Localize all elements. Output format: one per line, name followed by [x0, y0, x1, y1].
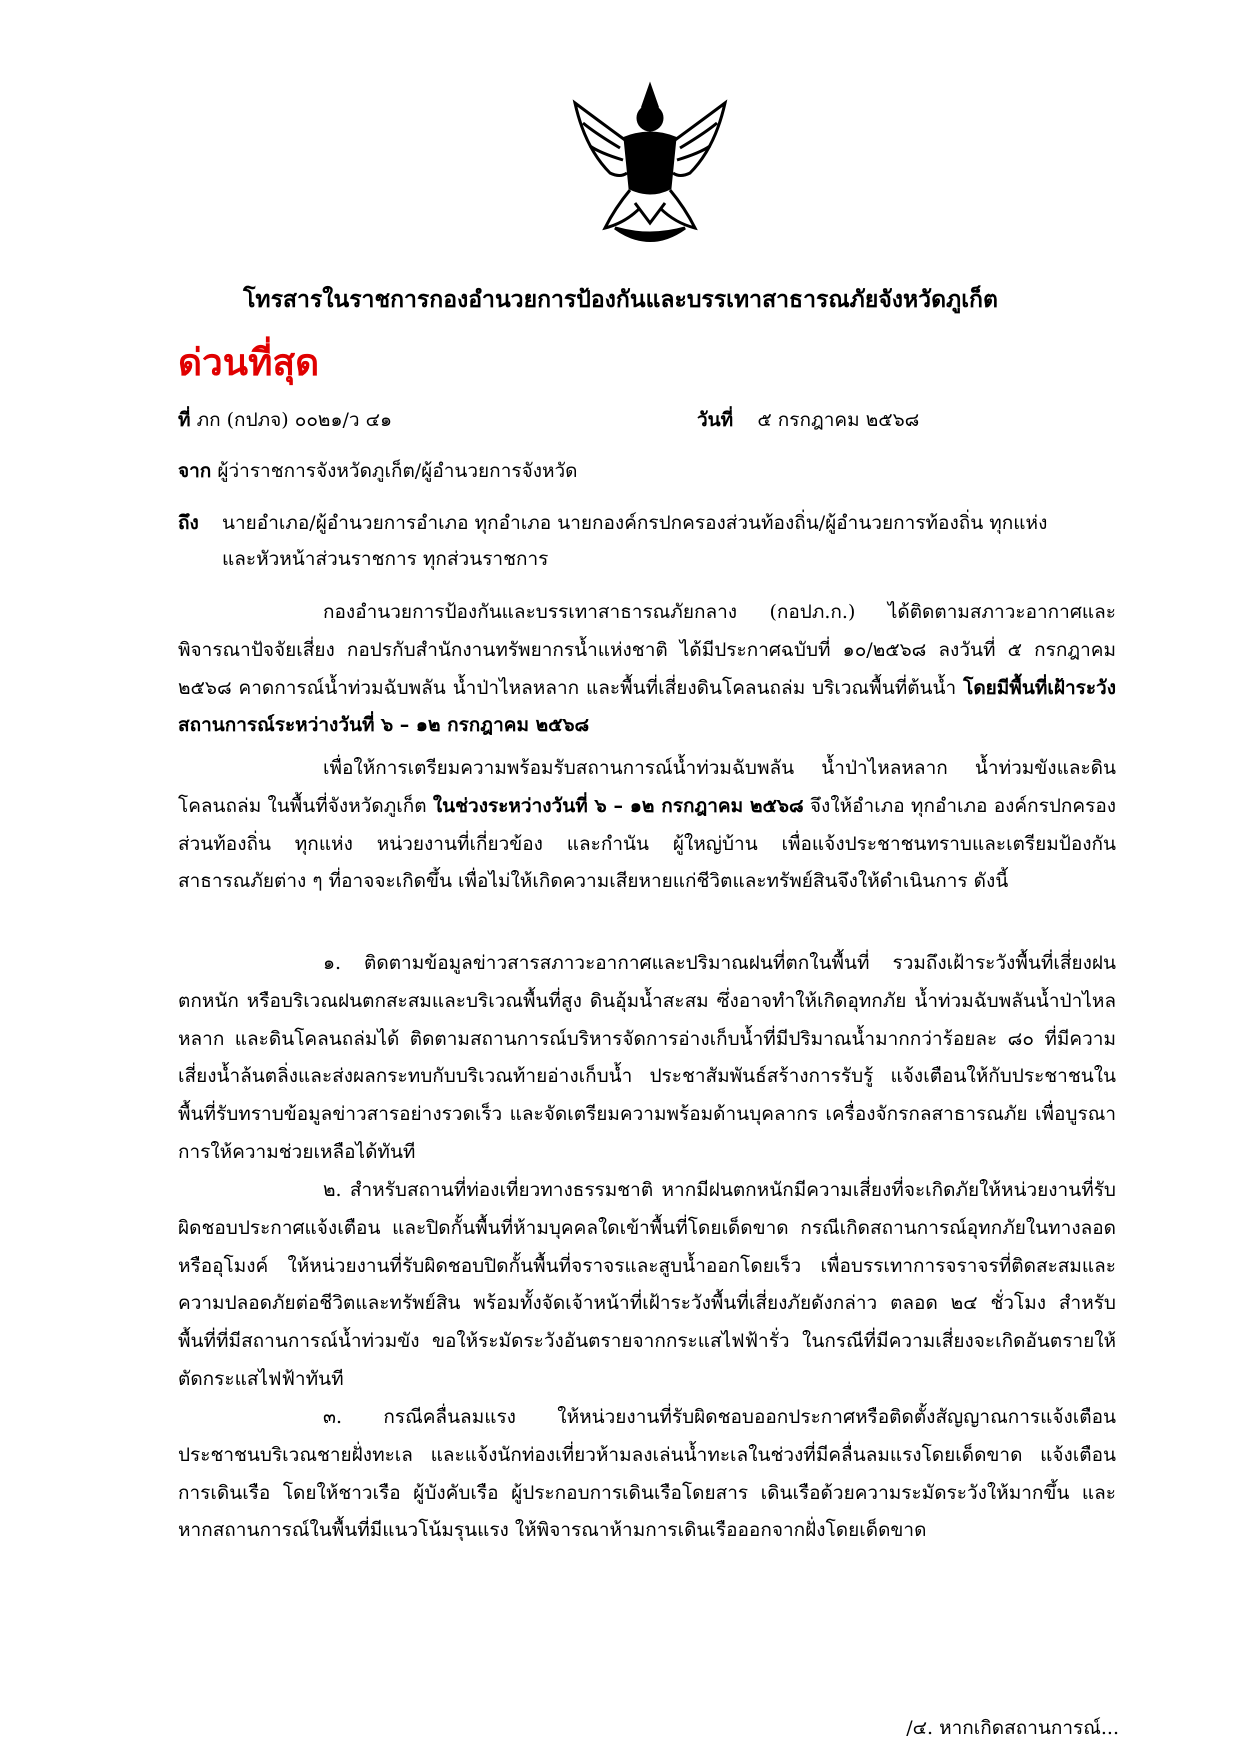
date-line — [697, 405, 919, 435]
date-value: ๕ กรกฎาคม ๒๕๖๘ — [757, 409, 920, 431]
to-line-1: นายอำเภอ/ผู้อำนวยการอำเภอ ทุกอำเภอ นายกองค์กรปกครองส่วนท้องถิ่น/ผู้อำนวยการท้องถิ่น ทุกแห่ง — [222, 512, 1048, 534]
from-label: จาก — [178, 460, 212, 482]
continuation-note: /๔. หากเกิดสถานการณ์... — [906, 1717, 1119, 1739]
to-line-2: และหัวหน้าส่วนราชการ ทุกส่วนราชการ — [222, 548, 549, 570]
item-1: ๑. ติดตามข้อมูลข่าวสารสภาวะอากาศและปริมาณฝนที่ตกในพื้นที่ รวมถึงเฝ้าระวังพื้นที่เสี่ยงฝนตกหนัก หรือบริเวณฝนตกสะสมและบริเวณพื้นที่สูง ดินอุ้มน้ำสะสม ซึ่งอาจทำให้เกิดอุทกภัย น้ำท่วมฉับพลันน้ำป่าไหลหลาก และดินโคลนถล่มได้ ติดตามสถานการณ์บริหารจัดการอ่างเก็บน้ำที่มีปริมาณน้ำมากกว่าร้อยละ ๘๐ ที่มีความเสี่ยงน้ำล้นตลิ่งและส่งผลกระทบกับบริเวณท้ายอ่างเก็บน้ำ ประชาสัมพันธ์สร้างการรับรู้ แจ้งเตือนให้กับประชาชนในพื้นที่รับทราบข้อมูลข่าวสารอย่างรวดเร็ว และจัดเตรียมความพร้อมด้านบุคลากร เครื่องจักรกลสาธารณภัย เพื่อบูรณาการให้ความช่วยเหลือได้ทันที — [178, 952, 1116, 1163]
item-2: ๒. สำหรับสถานที่ท่องเที่ยวทางธรรมชาติ หากมีฝนตกหนักมีความเสี่ยงที่จะเกิดภัยให้หน่วยงานที่รับผิดชอบประกาศแจ้งเตือน และปิดกั้นพื้นที่ห้ามบุคคลใดเข้าพื้นที่โดยเด็ดขาด กรณีเกิดสถานการณ์อุทกภัยในทางลอดหรืออุโมงค์ ให้หน่วยงานที่รับผิดชอบปิดกั้นพื้นที่จราจรและสูบน้ำออกโดยเร็ว เพื่อบรรเทาการจราจรที่ติดสะสมและความปลอดภัยต่อชีวิตและทรัพย์สิน พร้อมทั้งจัดเจ้าหน้าที่เฝ้าระวังพื้นที่เสี่ยงภัยดังกล่าว ตลอด ๒๔ ชั่วโมง สำหรับพื้นที่ที่มีสถานการณ์น้ำท่วมขัง ขอให้ระมัดระวังอันตรายจากกระแสไฟฟ้ารั่ว ในกรณีที่มีความเสี่ยงจะเกิดอันตรายให้ตัดกระแสไฟฟ้าทันที — [178, 1179, 1116, 1390]
paragraph-2: เพื่อให้การเตรียมความพร้อมรับสถานการณ์น้ำท่วมฉับพลัน น้ำป่าไหลหลาก น้ำท่วมขังและดินโคลนถล่ม ในพื้นที่จังหวัดภูเก็ต ในช่วงระหว่างวันที่ ๖ – ๑๒ กรกฎาคม ๒๕๖๘ จึงให้อำเภอ ทุกอำเภอ องค์กรปกครองส่วนท้องถิ่น ทุกแห่ง หน่วยงานที่เกี่ยวข้อง และกำนัน ผู้ใหญ่บ้าน เพื่อแจ้งประชาชนทราบและเตรียมป้องกันสาธารณภัยต่าง ๆ ที่อาจจะเกิดขึ้น เพื่อไม่ให้เกิดความเสียหายแก่ชีวิตและทรัพย์สินจึงให้ดำเนินการ ดังนี้ — [178, 757, 1117, 893]
from-value: ผู้ว่าราชการจังหวัดภูเก็ต/ผู้อำนวยการจังหวัด — [217, 460, 578, 482]
from-line — [178, 456, 578, 486]
to-label: ถึง — [178, 512, 199, 534]
garuda-emblem — [565, 78, 735, 253]
ref-label: ที่ — [178, 409, 191, 431]
ref-number: ภก (กปภจ) ๐๐๒๑/ว ๔๑ — [196, 409, 393, 431]
memo-title: โทรสารในราชการกองอำนวยการป้องกันและบรรเทาสาธารณภัยจังหวัดภูเก็ต — [243, 287, 998, 313]
urgency-label: ด่วนที่สุด — [178, 341, 320, 384]
paragraph-1: กองอำนวยการป้องกันและบรรเทาสาธารณภัยกลาง (กอปภ.ก.) ได้ติดตามสภาวะอากาศและพิจารณาปัจจัยเสี่ยง กอปรกับสำนักงานทรัพยากรน้ำแห่งชาติ ได้มีประกาศฉบับที่ ๑๐/๒๕๖๘ ลงวันที่ ๕ กรกฎาคม ๒๕๖๘ คาดการณ์น้ำท่วมฉับพลัน น้ำป่าไหลหลาก และพื้นที่เสี่ยงดินโคลนถล่ม บริเวณพื้นที่ต้นน้ำ โดยมีพื้นที่เฝ้าระวังสถานการณ์ระหว่างวันที่ ๖ – ๑๒ กรกฎาคม ๒๕๖๘ — [178, 601, 1116, 737]
date-label: วันที่ — [697, 409, 734, 431]
item-3: ๓. กรณีคลื่นลมแรง ให้หน่วยงานที่รับผิดชอบออกประกาศหรือติดตั้งสัญญาณการแจ้งเตือนประชาชนบริเวณชายฝั่งทะเล และแจ้งนักท่องเที่ยวห้ามลงเล่นน้ำทะเลในช่วงที่มีคลื่นลมแรงโดยเด็ดขาด แจ้งเตือนการเดินเรือ โดยให้ชาวเรือ ผู้บังคับเรือ ผู้ประกอบการเดินเรือโดยสาร เดินเรือด้วยความระมัดระวังให้มากขึ้น และหากสถานการณ์ในพื้นที่มีแนวโน้มรุนแรง ให้พิจารณาห้ามการเดินเรือออกจากฝั่งโดยเด็ดขาด — [178, 1406, 1116, 1542]
reference-line — [178, 405, 392, 435]
